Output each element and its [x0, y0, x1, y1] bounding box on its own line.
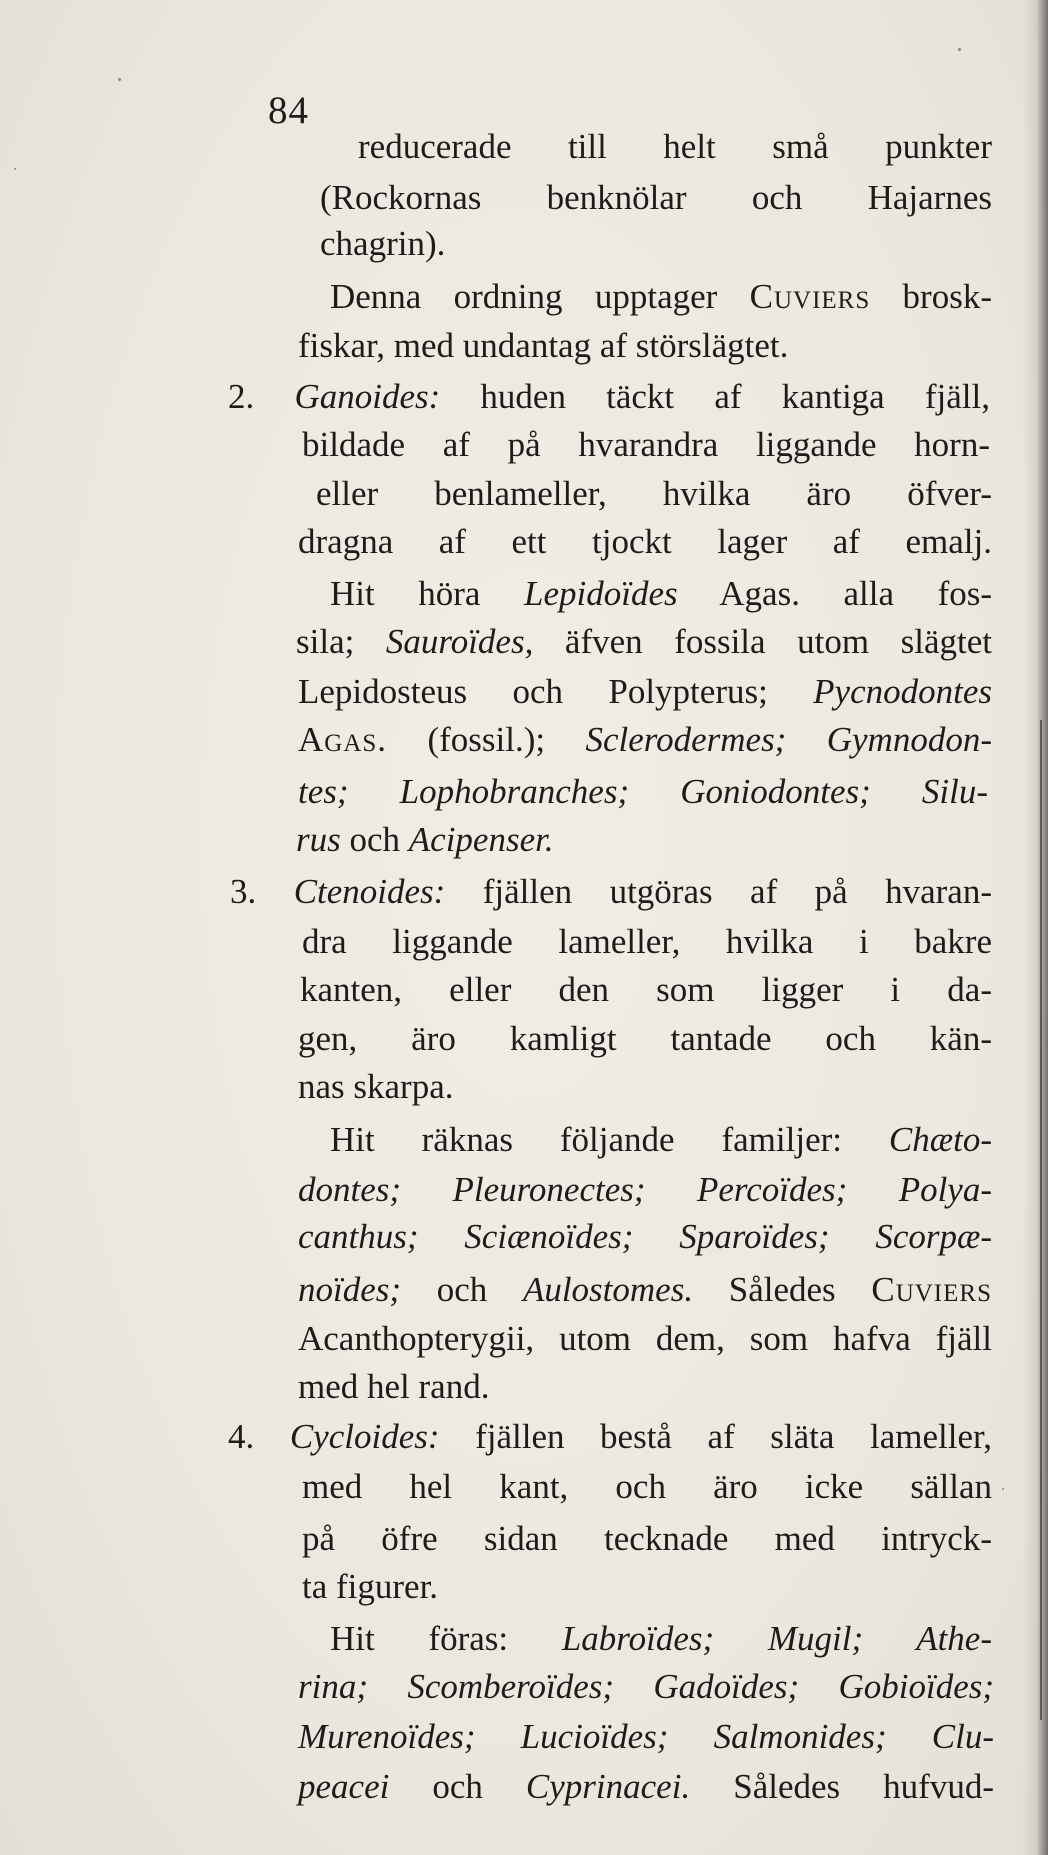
italic-taxon: Acipenser.	[408, 820, 554, 859]
italic-taxon: Ctenoides:	[293, 872, 446, 911]
text-line	[298, 1662, 994, 1712]
italic-taxon: Murenoïdes; Lucioïdes; Salmonides; Clu-	[298, 1717, 994, 1756]
text-run: äfven fossila utom slägtet	[533, 622, 992, 661]
italic-taxon: tes; Lophobranches; Goniodontes; Silu-	[298, 772, 988, 811]
text-line	[316, 469, 992, 519]
text-run: Lepidosteus och Polypterus;	[298, 672, 814, 711]
text-run: chagrin).	[320, 224, 446, 263]
text-line	[296, 815, 640, 865]
text-line	[302, 1514, 992, 1564]
text-run: (Rockornas benknölar och Hajarnes	[320, 178, 992, 217]
small-caps-name: Agas.	[298, 720, 388, 759]
paper-speck	[14, 168, 16, 170]
text-run: dragna af ett tjockt lager af emalj.	[298, 522, 992, 561]
text-run: nas skarpa.	[298, 1067, 454, 1106]
text-line	[302, 917, 992, 967]
text-run: Acanthopterygii, utom dem, som hafva fjäll	[298, 1319, 992, 1358]
text-line	[298, 667, 992, 717]
italic-taxon: dontes; Pleuronectes; Percoïdes; Polya-	[298, 1170, 992, 1209]
text-line	[230, 867, 992, 917]
italic-taxon: Pycnodontes	[813, 672, 992, 711]
page-number: 84	[268, 89, 309, 132]
text-line	[298, 1062, 560, 1112]
text-run: Således hufvud-	[690, 1767, 994, 1806]
text-run: sila;	[296, 622, 386, 661]
text-run: Hit höra	[330, 574, 525, 613]
text-run: dra liggande lameller, hvilka i bakre	[302, 922, 992, 961]
text-line	[298, 1362, 520, 1412]
text-run: fiskar, med undantag af störslägtet.	[298, 326, 789, 365]
italic-taxon: Sauroïdes,	[385, 622, 534, 661]
paper-speck	[1002, 1488, 1004, 1490]
italic-taxon: Cyprinacei.	[525, 1767, 691, 1806]
text-line	[302, 1562, 560, 1612]
text-line	[298, 1165, 992, 1215]
text-run: 2.	[228, 377, 295, 416]
text-line	[228, 372, 990, 422]
text-run: och	[340, 820, 409, 859]
italic-taxon: rus	[296, 820, 341, 859]
italic-taxon: Cycloides:	[289, 1417, 440, 1456]
text-line	[300, 965, 992, 1015]
text-line	[228, 1412, 992, 1462]
text-run: kanten, eller den som ligger i da-	[300, 970, 992, 1009]
text-run: eller benlameller, hvilka äro öfver-	[316, 474, 992, 513]
text-run: Således	[693, 1270, 872, 1309]
text-run: med hel rand.	[298, 1367, 490, 1406]
italic-taxon: Chæto-	[888, 1120, 992, 1159]
text-line	[302, 420, 990, 470]
text-run: Hit räknas följande familjer:	[330, 1120, 889, 1159]
text-run: ta figurer.	[302, 1567, 439, 1606]
paper-speck	[958, 48, 961, 51]
text-run: fjällen bestå af släta lameller,	[439, 1417, 992, 1456]
text-line	[302, 1462, 992, 1512]
text-line	[298, 1712, 994, 1762]
text-run: på öfre sidan tecknade med intryck-	[302, 1519, 992, 1558]
italic-taxon: noïdes;	[298, 1270, 402, 1309]
text-run: Agas. alla fos-	[677, 574, 992, 613]
paper-speck	[118, 78, 121, 81]
text-run: reducerade till helt små punkter	[358, 127, 992, 166]
text-line	[320, 219, 500, 269]
text-line	[330, 569, 992, 619]
text-run: Denna ordning upptager	[330, 277, 750, 316]
text-run: bildade af på hvarandra liggande horn-	[302, 425, 990, 464]
text-run: och	[401, 1270, 523, 1309]
italic-taxon: peacei	[298, 1767, 390, 1806]
text-line	[330, 1115, 992, 1165]
text-line	[298, 1212, 992, 1262]
italic-taxon: Aulostomes.	[522, 1270, 694, 1309]
text-run: 3.	[230, 872, 294, 911]
text-line	[298, 1314, 992, 1364]
text-line	[330, 1614, 992, 1664]
text-line	[298, 767, 988, 817]
italic-taxon: Sclerodermes; Gymnodon-	[585, 720, 992, 759]
italic-taxon: Ganoides:	[294, 377, 441, 416]
text-line	[298, 1014, 992, 1064]
italic-taxon: canthus; Sciænoïdes; Sparoïdes; Scorpæ-	[298, 1217, 992, 1256]
text-run: gen, äro kamligt tantade och kän-	[298, 1019, 992, 1058]
small-caps-name: Cuviers	[871, 1270, 992, 1309]
italic-taxon: Labroïdes; Mugil; Athe-	[561, 1619, 992, 1658]
text-run: huden täckt af kantiga fjäll,	[440, 377, 991, 416]
text-run: brosk-	[870, 277, 992, 316]
text-line	[330, 272, 992, 322]
text-line	[320, 173, 992, 223]
text-line	[298, 1265, 992, 1315]
text-line	[298, 517, 992, 567]
text-line	[298, 1762, 994, 1812]
text-run: Hit föras:	[330, 1619, 562, 1658]
italic-taxon: rina; Scomberoïdes; Gadoïdes; Gobioïdes;	[298, 1667, 994, 1706]
text-run: fjällen utgöras af på hvaran-	[445, 872, 992, 911]
text-run: och	[389, 1767, 526, 1806]
text-line	[298, 715, 992, 765]
text-run: med hel kant, och äro icke sällan	[302, 1467, 992, 1506]
text-run: (fossil.);	[387, 720, 586, 759]
italic-taxon: Lepidoïdes	[524, 574, 678, 613]
text-line	[358, 122, 992, 172]
text-run: 4.	[228, 1417, 290, 1456]
text-line	[296, 617, 992, 667]
text-line	[298, 321, 789, 371]
small-caps-name: Cuviers	[749, 277, 871, 316]
